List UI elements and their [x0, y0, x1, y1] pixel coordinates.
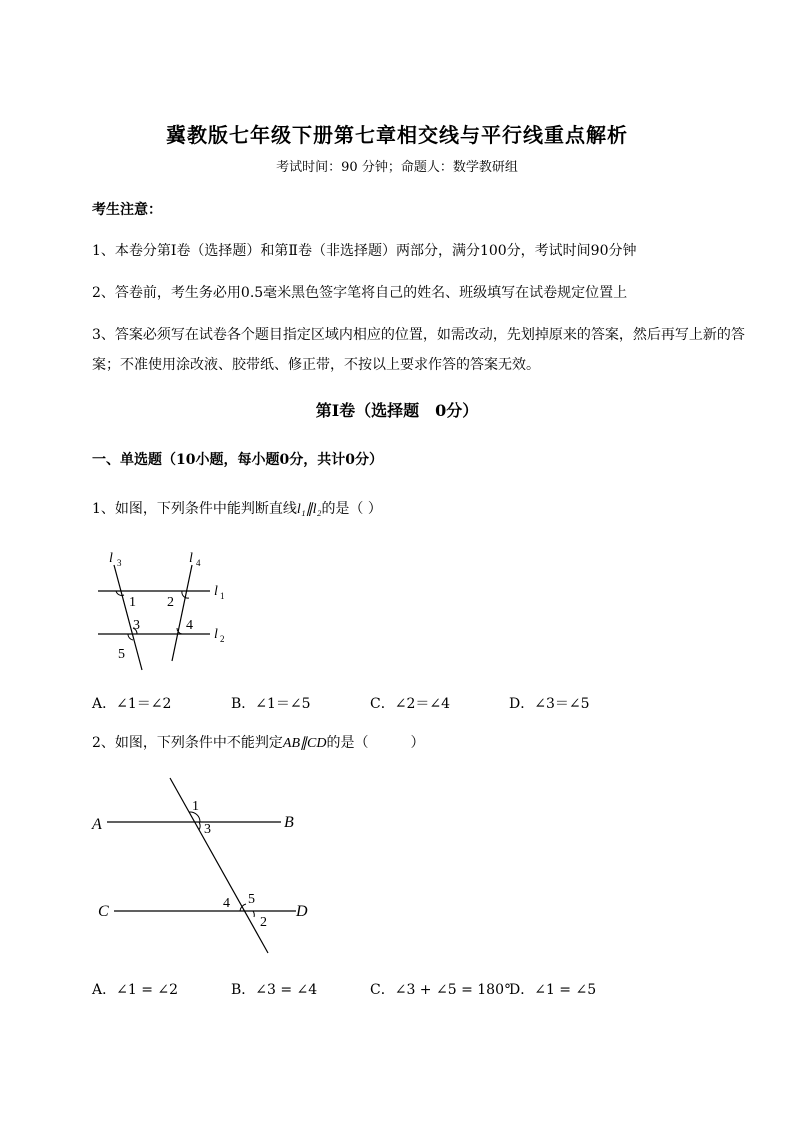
question-2-option-b: B．∠3 = ∠4 [231, 982, 318, 998]
angle-3-arc [199, 822, 200, 830]
line-l4 [172, 565, 192, 661]
label-l2: l [214, 627, 218, 642]
angle-2-arc [253, 911, 254, 917]
question-2-math: AB∥CD [282, 736, 327, 751]
transversal [170, 778, 268, 953]
label-l3-sub: 3 [117, 558, 122, 568]
question-2-option-d: D．∠1 = ∠5 [509, 982, 597, 998]
notice-item-3: 3、答案必须写在试卷各个题目指定区域内相应的位置，如需改动，先划掉原来的答案，然后再写上新的答案；不准使用涂改液、胶带纸、修正带，不按以上要求作答的答案无效。 [92, 327, 745, 373]
label-a: A [92, 816, 102, 833]
label-angle-3: 3 [204, 822, 211, 837]
label-d: D [296, 903, 308, 920]
question-1-figure [92, 545, 242, 675]
question-1-option-a: A．∠1＝∠2 [92, 696, 172, 712]
label-angle-2: 2 [167, 595, 174, 610]
section-title: 第I卷（选择题 0分） [315, 401, 479, 420]
label-l2-sub: 2 [220, 634, 225, 644]
label-angle-2: 2 [260, 915, 267, 930]
label-l1-sub: 1 [220, 591, 225, 601]
question-1-stem [92, 497, 382, 522]
question-1-stem-prefix: 1、如图，下列条件中能判断直线 [92, 501, 297, 517]
angle-1-arc [116, 591, 124, 595]
label-angle-1: 1 [129, 595, 136, 610]
label-angle-5: 5 [118, 647, 125, 662]
label-angle-5: 5 [248, 892, 255, 907]
question-2-stem-suffix: 的是（ ） [326, 735, 425, 751]
label-c: C [98, 903, 109, 920]
question-1-math: l₁∥l₂ [296, 502, 322, 517]
label-angle-1: 1 [192, 799, 199, 814]
page-title: 冀教版七年级下册第七章相交线与平行线重点解析 [166, 123, 628, 147]
question-1-option-d: D．∠3＝∠5 [509, 696, 590, 712]
question-2-figure [88, 775, 318, 960]
question-2-stem-prefix: 2、如图，下列条件中不能判定 [92, 735, 283, 751]
label-b: B [284, 814, 294, 831]
question-2-stem [92, 731, 424, 756]
label-l4-sub: 4 [196, 558, 201, 568]
part-heading: 一、单选题（10小题，每小题0分，共计0分） [92, 452, 383, 468]
label-angle-4: 4 [223, 896, 230, 911]
question-1-stem-suffix: 的是（ ） [321, 501, 382, 517]
question-1-option-c: C．∠2＝∠4 [370, 696, 450, 712]
exam-subtitle: 考试时间：90 分钟；命题人：数学教研组 [276, 160, 518, 175]
question-2-option-a: A．∠1 = ∠2 [92, 982, 179, 998]
question-2-option-c: C．∠3 + ∠5 = 180° [370, 982, 511, 998]
label-l1: l [214, 584, 218, 599]
label-l3: l [109, 551, 113, 566]
notice-item-2: 2、答卷前，考生务必用0.5毫米黑色签字笔将自己的姓名、班级填写在试卷规定位置上 [92, 285, 628, 301]
label-l4: l [189, 551, 193, 566]
notice-item-1: 1、本卷分第I卷（选择题）和第Ⅱ卷（非选择题）两部分，满分100分，考试时间90分钟 [92, 243, 637, 259]
question-1-option-b: B．∠1＝∠5 [231, 696, 311, 712]
label-angle-4: 4 [186, 618, 193, 633]
label-angle-3: 3 [133, 618, 140, 633]
notice-heading: 考生注意： [92, 202, 162, 218]
